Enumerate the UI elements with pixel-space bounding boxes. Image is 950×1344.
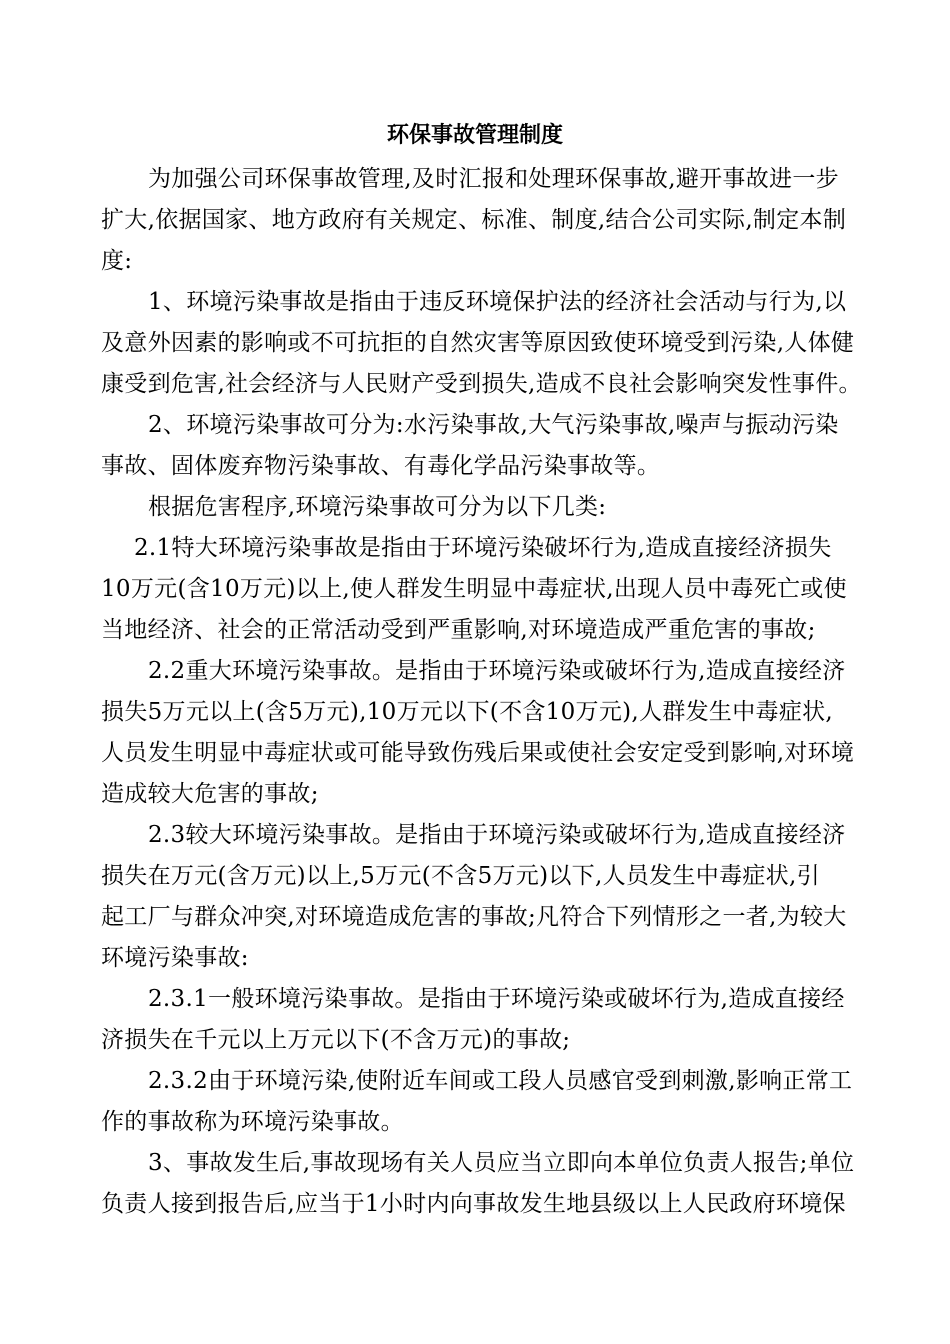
paragraph-line: 损失在万元(含万元)以上,5万元(不含5万元)以下,人员发生中毒症状,引 xyxy=(101,863,820,889)
paragraph-line: 作的事故称为环境污染事故。 xyxy=(101,1109,404,1135)
paragraph-line: 2.1特大环境污染事故是指由于环境污染破坏行为,造成直接经济损失 xyxy=(134,535,832,561)
paragraph-line: 环境污染事故: xyxy=(101,945,249,971)
paragraph-line: 济损失在千元以上万元以下(不含万元)的事故; xyxy=(101,1027,571,1053)
paragraph-line: 起工厂与群众冲突,对环境造成危害的事故;凡符合下列情形之一者,为较大 xyxy=(101,904,847,930)
document-title: 环保事故管理制度 xyxy=(386,123,563,148)
paragraph-line: 3、事故发生后,事故现场有关人员应当立即向本单位负责人报告;单位 xyxy=(148,1150,855,1176)
paragraph-line: 根据危害程序,环境污染事故可分为以下几类: xyxy=(148,494,607,520)
paragraph-line: 2.3.1一般环境污染事故。是指由于环境污染或破坏行为,造成直接经 xyxy=(148,986,845,1012)
paragraph-line: 造成较大危害的事故; xyxy=(101,781,319,807)
paragraph-line: 2、环境污染事故可分为:水污染事故,大气污染事故,噪声与振动污染 xyxy=(148,412,839,438)
paragraph-line: 当地经济、社会的正常活动受到严重影响,对环境造成严重危害的事故; xyxy=(101,617,816,643)
paragraph-line: 为加强公司环保事故管理,及时汇报和处理环保事故,避开事故进一步 xyxy=(148,166,839,192)
paragraph-line: 2.2重大环境污染事故。是指由于环境污染或破坏行为,造成直接经济 xyxy=(148,658,846,684)
paragraph-line: 损失5万元以上(含5万元),10万元以下(不含10万元),人群发生中毒症状, xyxy=(101,699,834,725)
paragraph-line: 及意外因素的影响或不可抗拒的自然灾害等原因致使环境受到污染,人体健 xyxy=(101,330,855,356)
paragraph-line: 负责人接到报告后,应当于1小时内向事故发生地县级以上人民政府环境保 xyxy=(101,1191,846,1217)
paragraph-line: 1、环境污染事故是指由于违反环境保护法的经济社会活动与行为,以 xyxy=(148,289,847,315)
paragraph-line: 2.3较大环境污染事故。是指由于环境污染或破坏行为,造成直接经济 xyxy=(148,822,846,848)
paragraph-line: 度: xyxy=(101,248,133,274)
paragraph-line: 扩大,依据国家、地方政府有关规定、标准、制度,结合公司实际,制定本制 xyxy=(101,207,847,233)
paragraph-line: 10万元(含10万元)以上,使人群发生明显中毒症状,出现人员中毒死亡或使 xyxy=(101,576,847,602)
paragraph-line: 事故、固体废弃物污染事故、有毒化学品污染事故等。 xyxy=(101,453,661,479)
paragraph-line: 2.3.2由于环境污染,使附近车间或工段人员感官受到刺激,影响正常工 xyxy=(148,1068,853,1094)
paragraph-line: 康受到危害,社会经济与人民财产受到损失,造成不良社会影响突发性事件。 xyxy=(101,371,862,397)
paragraph-line: 人员发生明显中毒症状或可能导致伤残后果或使社会安定受到影响,对环境 xyxy=(101,740,855,766)
